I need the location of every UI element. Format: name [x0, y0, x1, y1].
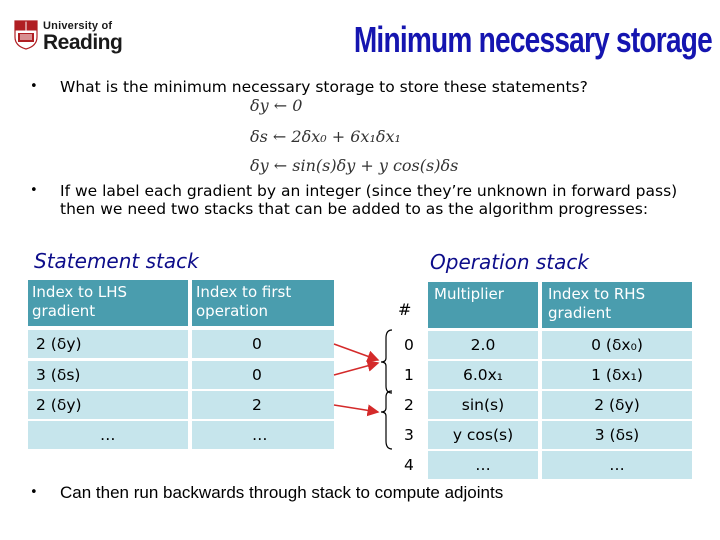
table-cell: …: [28, 421, 188, 449]
bullet-dot: •: [30, 79, 38, 94]
row-index: 1: [404, 366, 414, 384]
table-cell: 0: [192, 330, 334, 358]
bullet-text: Can then run backwards through stack to compute adjoints: [60, 483, 504, 502]
logo-text-line1: University of: [43, 20, 113, 32]
row-index: 0: [404, 336, 414, 354]
row-index: 2: [404, 396, 414, 414]
table-cell: sin(s): [428, 391, 538, 419]
operation-stack-label: Operation stack: [430, 250, 589, 274]
table-header: Multiplier: [428, 282, 538, 328]
bullet-text: If we label each gradient by an integer (since they’re unknown in forward pass) then we need two stacks that can be added to as the algorithm progresses:: [60, 182, 678, 218]
equation-1: δy ← 0: [250, 96, 303, 115]
table-header: Index to RHS gradient: [542, 282, 692, 328]
statement-stack-label: Statement stack: [34, 249, 199, 273]
table-cell: 3 (δs): [542, 421, 692, 449]
table-cell: 6.0x₁: [428, 361, 538, 389]
table-cell: 2.0: [428, 331, 538, 359]
arrow-row-3: [334, 405, 378, 412]
table-cell: 0: [192, 361, 334, 389]
bullet-dot: •: [30, 485, 38, 500]
logo-text-line2: Reading: [43, 31, 123, 54]
row-index: 4: [404, 456, 414, 474]
index-column-header: #: [398, 300, 412, 319]
table-cell: 1 (δx₁): [542, 361, 692, 389]
table-cell: 2 (δy): [28, 391, 188, 419]
table-cell: …: [428, 451, 538, 479]
table-cell: y cos(s): [428, 421, 538, 449]
table-cell: …: [542, 451, 692, 479]
slide-title: Minimum necessary storage: [353, 19, 712, 60]
row-index: 3: [404, 426, 414, 444]
table-header: Index to first operation: [192, 280, 334, 326]
table-cell: 3 (δs): [28, 361, 188, 389]
table-cell: 2 (δy): [542, 391, 692, 419]
equation-2: δs ← 2δx₀ + 6x₁δx₁: [250, 127, 401, 146]
arrow-row-2: [334, 363, 378, 375]
bullet-dot: •: [30, 183, 38, 198]
table-header: Index to LHS gradient: [28, 280, 188, 326]
equation-3: δy ← sin(s)δy + y cos(s)δs: [250, 156, 459, 175]
table-cell: 2: [192, 391, 334, 419]
bullet-text: What is the minimum necessary storage to store these statements?: [60, 78, 588, 96]
bracket-statement-1: [381, 330, 392, 393]
table-cell: 0 (δx₀): [542, 331, 692, 359]
arrow-row-1: [334, 344, 378, 360]
table-cell: 2 (δy): [28, 330, 188, 358]
bracket-statement-2: [381, 391, 392, 449]
table-cell: …: [192, 421, 334, 449]
